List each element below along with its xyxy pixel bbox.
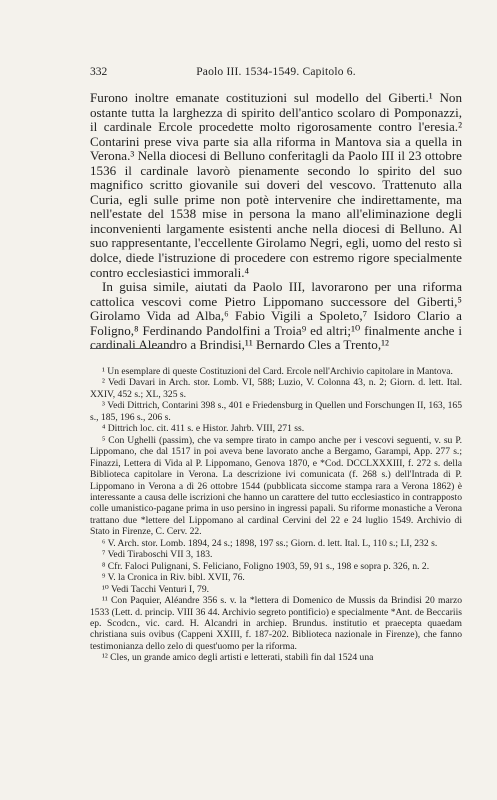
running-title: Paolo III. 1534-1549. Capitolo 6. xyxy=(196,66,356,78)
footnotes xyxy=(90,366,462,664)
footnote-11: ¹¹ Con Paquier, Aléandre 356 s. v. la *lettera di Domenico de Mussis da Brindisi 20 marzo 1533 (Lett. d. princip. VIII 36 44. Archivio segreto pontificio) e specialmente *Ant. de Beccariis ep. Scodcn., vic. card. H. Alcandri in archiep. Brundus. institutio et praecepta quaedam christiana suis ovibus (Cappeni XXIII, f. 187-202. Biblioteca nazionale in Firenze), che fanno testimonianza dello zelo di quest'uomo per la riforma. xyxy=(90,595,462,652)
footnote-7: ⁷ Vedi Tiraboschi VII 3, 183. xyxy=(102,549,213,561)
footnote-5: ⁵ Con Ughelli (passim), che va sempre tirato in campo anche per i vescovi seguenti, v. su P. Lippomano, che dal 1517 in poi aveva bene lavorato anche a Bergamo, Garampi, App. 277 s.; Finazzi, Lettera di Vida al P. Lippomano, Genova 1870, e *Cod. DCCLXXXIII, f. 272 s. della Biblioteca capitolare in Verona. La descrizione ivi comunicata (f. 268 s.) dell'Intrada di P. Lippomano in Verona a dì 26 ottobre 1544 (pubblicata siccome stampa rara a Verona 1862) è interessante a causa delle iscrizioni che hanno un carattere del tutto ecclesiastico in contrapposto colle umanistico-pagane prima in uso persino in ingressi papali. Su riforme monastiche a Verona trattano due *lettere del Lippomano al cardinal Cervini del 22 e 24 luglio 1549. Archivio di Stato in Firenze, C. Cerv. 22. xyxy=(90,434,462,538)
footnote-2: ² Vedi Davari in Arch. stor. Lomb. VI, 588; Luzio, V. Colonna 43, n. 2; Giorn. d. lett. Ital. XXIV, 452 s.; XL, 325 s. xyxy=(90,377,462,400)
footnote-4: ⁴ Dittrich loc. cit. 411 s. e Histor. Jahrb. VIII, 271 ss. xyxy=(102,423,305,435)
paragraph-1: Furono inoltre emanate costituzioni sul modello del Giberti.¹ Non ostante tutta la larghezza di spirito dell'antico scolaro di Pomponazzi, il cardinale Ercole procedette molto rigorosamente contro l'eresia.² Contarini prese viva parte sia alla riforma in Mantova sia a quella in Verona.³ Nella diocesi di Belluno conferitagli da Paolo III il 23 ottobre 1536 il cardinale lavorò pienamente secondo lo spirito del suo magnifico scritto giovanile sui doveri del vescovo. Trattenuto alla Curia, egli sulle prime non potè intervenire che indirettamente, ma nell'estate del 1538 mise in persona la mano all'eliminazione degli inconvenienti largamente esistenti anche nella diocesi di Belluno. Al suo rappresentante, l'eccellente Girolamo Negri, egli, uomo del resto sì dolce, diede l'istruzione di procedere con estremo rigore specialmente contro ecclesiastici immorali.⁴ xyxy=(90,90,462,280)
footnote-6: ⁶ V. Arch. stor. Lomb. 1894, 24 s.; 1898, 197 ss.; Giorn. d. lett. Ital. L, 110 s.; LI, 232 s. xyxy=(102,537,438,549)
footnote-separator xyxy=(90,348,172,349)
footnote-1: ¹ Un esemplare di queste Costituzioni del Card. Ercole nell'Archivio capitolare in Mantova. xyxy=(102,366,453,377)
paragraph-2: In guisa simile, aiutati da Paolo III, lavorarono per una riforma cattolica vescovi come Pietro Lippomano successore del Giberti,⁵ Girolamo Vida ad Alba,⁶ Fabio Vigili a Spoleto,⁷ Isidoro Clario a Foligno,⁸ Ferdinando Pandolfini a Troia⁹ ed altri;¹⁰ finalmente anche i cardinali Aleandro a Brindisi,¹¹ Bernardo Cles a Trento,¹² xyxy=(90,279,462,353)
footnote-12: ¹² Cles, un grande amico degli artisti e letterati, stabilì fin dal 1524 una xyxy=(102,652,374,664)
footnote-10: ¹⁰ Vedi Tacchi Venturi I, 79. xyxy=(102,583,210,595)
running-head xyxy=(90,66,462,82)
main-text xyxy=(90,91,462,353)
page-number: 332 xyxy=(90,66,108,78)
footnote-8: ⁸ Cfr. Faloci Pulignani, S. Feliciano, Foligno 1903, 59, 91 s., 198 e sopra p. 326, n. 2. xyxy=(102,560,430,572)
footnote-3: ³ Vedi Dittrich, Contarini 398 s., 401 e Friedensburg in Quellen und Forschungen II, 163, 165 s., 185, 196 s., 206 s. xyxy=(90,400,462,423)
footnote-9: ⁹ V. la Cronica in Riv. bibl. XVII, 76. xyxy=(102,572,245,584)
